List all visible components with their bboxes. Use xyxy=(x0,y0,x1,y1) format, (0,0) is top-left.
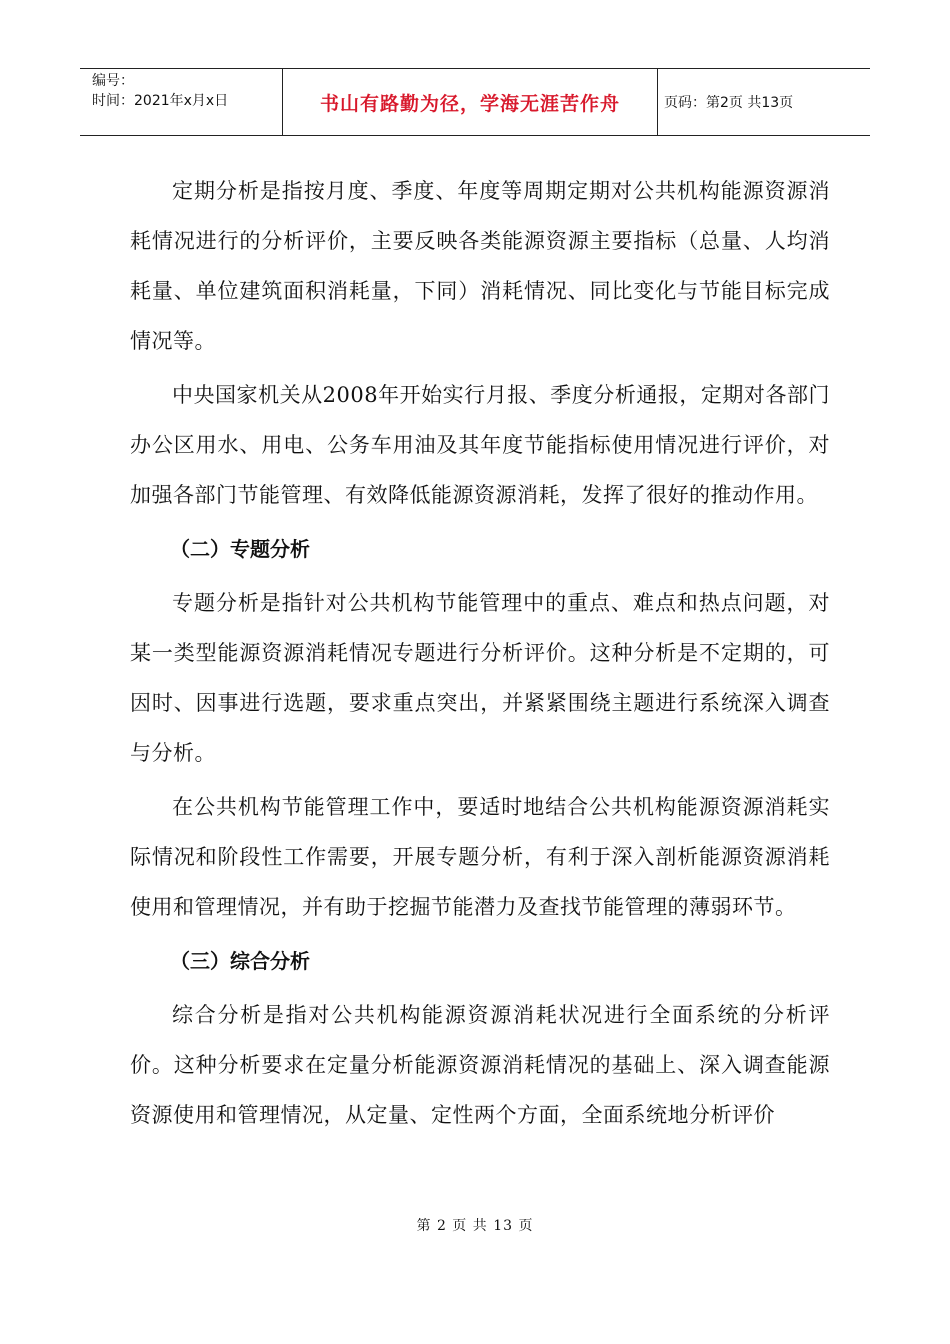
heading-comprehensive-analysis: （三）综合分析 xyxy=(170,949,310,973)
paragraph-special-analysis: 专题分析是指针对公共机构节能管理中的重点、难点和热点问题，对某一类型能源资源消耗情况专题进行分析评价。这种分析是不定期的，可因时、因事进行选题，要求重点突出，并紧紧围绕主题进行系统深入调查与分析。 xyxy=(130,591,830,765)
document-body xyxy=(130,166,830,1144)
paragraph-central-organs: 中央国家机关从2008年开始实行月报、季度分析通报，定期对各部门办公区用水、用电、公务车用油及其年度节能指标使用情况进行评价，对加强各部门节能管理、有效降低能源资源消耗，发挥了很好的推动作用。 xyxy=(130,383,830,507)
header-page-info: 页码：第2页 共13页 xyxy=(664,95,794,111)
paragraph-periodic-analysis: 定期分析是指按月度、季度、年度等周期定期对公共机构能源资源消耗情况进行的分析评价，主要反映各类能源资源主要指标（总量、人均消耗量、单位建筑面积消耗量，下同）消耗情况、同比变化与节能目标完成情况等。 xyxy=(130,179,830,353)
page-footer: 第 2 页 共 13 页 xyxy=(416,1218,534,1234)
document-time: 时间：2021年x月x日 xyxy=(92,93,229,109)
page-header xyxy=(80,68,870,136)
header-meta xyxy=(80,69,282,135)
heading-special-analysis: （二）专题分析 xyxy=(170,537,310,561)
document-number: 编号： xyxy=(92,73,134,89)
paragraph-special-analysis-work: 在公共机构节能管理工作中，要适时地结合公共机构能源资源消耗实际情况和阶段性工作需要，开展专题分析，有利于深入剖析能源资源消耗使用和管理情况，并有助于挖掘节能潜力及查找节能管理的薄弱环节。 xyxy=(130,795,830,919)
paragraph-comprehensive-analysis: 综合分析是指对公共机构能源资源消耗状况进行全面系统的分析评价。这种分析要求在定量分析能源资源消耗情况的基础上、深入调查能源资源使用和管理情况，从定量、定性两个方面，全面系统地分析评价 xyxy=(130,1003,830,1127)
header-motto: 书山有路勤为径，学海无涯苦作舟 xyxy=(282,69,658,135)
